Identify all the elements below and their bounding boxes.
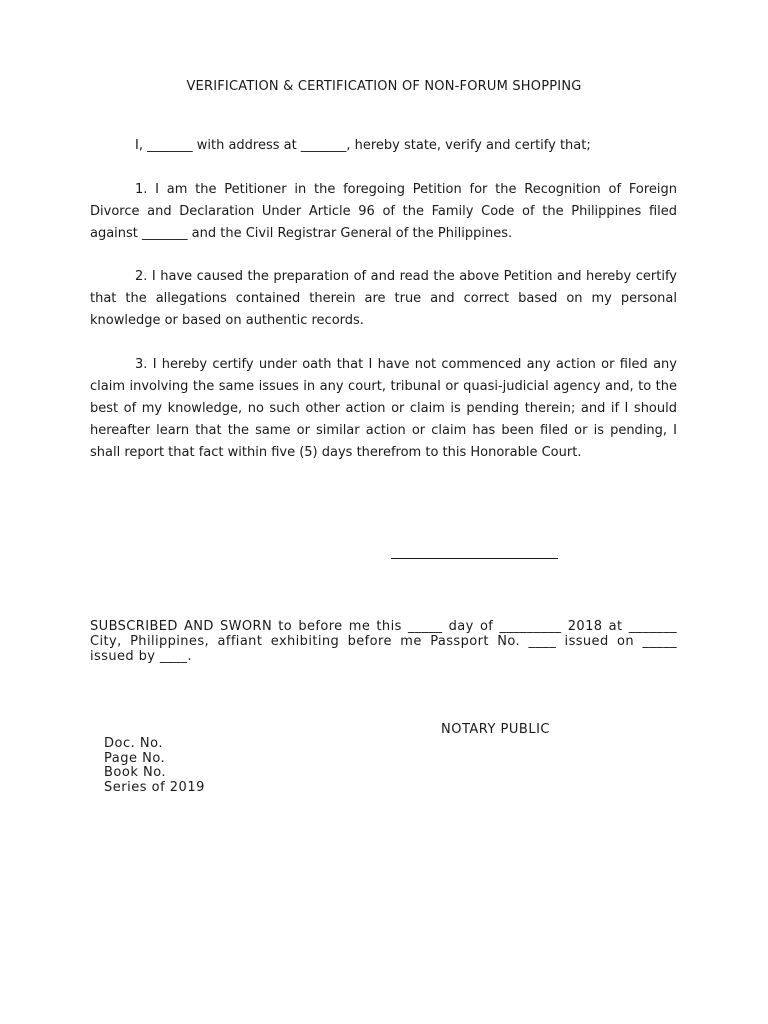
series-year: Series of 2019 bbox=[104, 780, 205, 796]
doc-number: Doc. No. bbox=[104, 736, 163, 751]
paragraph-3: 3. I hereby certify under oath that I have not commenced any action or filed any claim involving the same issues in any court, tribunal or quasi-judicial agency and, to the best of my knowledge, no such other action or claim is pending therein; and if I should hereafter learn that the same or similar action or claim has been filed or is pending, I shall report that fact within five (5) days therefrom to this Honorable Court. bbox=[90, 357, 677, 460]
paragraph-1: 1. I am the Petitioner in the foregoing Petition for the Recognition of Foreign Divorce and Declaration Under Article 96 of the Family Code of the Philippines filed against _______ and the Civil Registrar General of the Philippines. bbox=[90, 182, 677, 241]
notarial-register-entries bbox=[104, 737, 205, 796]
jurat-text: SUBSCRIBED AND SWORN to before me this _____ day of _________ 2018 at _______ City, Philippines, affiant exhibiting before me Passport No. ____ issued on _____ issued by ____. bbox=[90, 619, 677, 664]
intro-statement: I, _______ with address at _______, hereby state, verify and certify that; bbox=[135, 138, 591, 153]
document-title: VERIFICATION & CERTIFICATION OF NON-FORUM SHOPPING bbox=[186, 79, 582, 94]
paragraph-2: 2. I have caused the preparation of and read the above Petition and hereby certify that the allegations contained therein are true and correct based on my personal knowledge or based on authentic records. bbox=[90, 269, 677, 328]
notary-public-label: NOTARY PUBLIC bbox=[441, 722, 550, 737]
signature-line bbox=[391, 558, 558, 559]
page-number: Page No. bbox=[104, 750, 166, 766]
book-number: Book No. bbox=[104, 765, 167, 781]
